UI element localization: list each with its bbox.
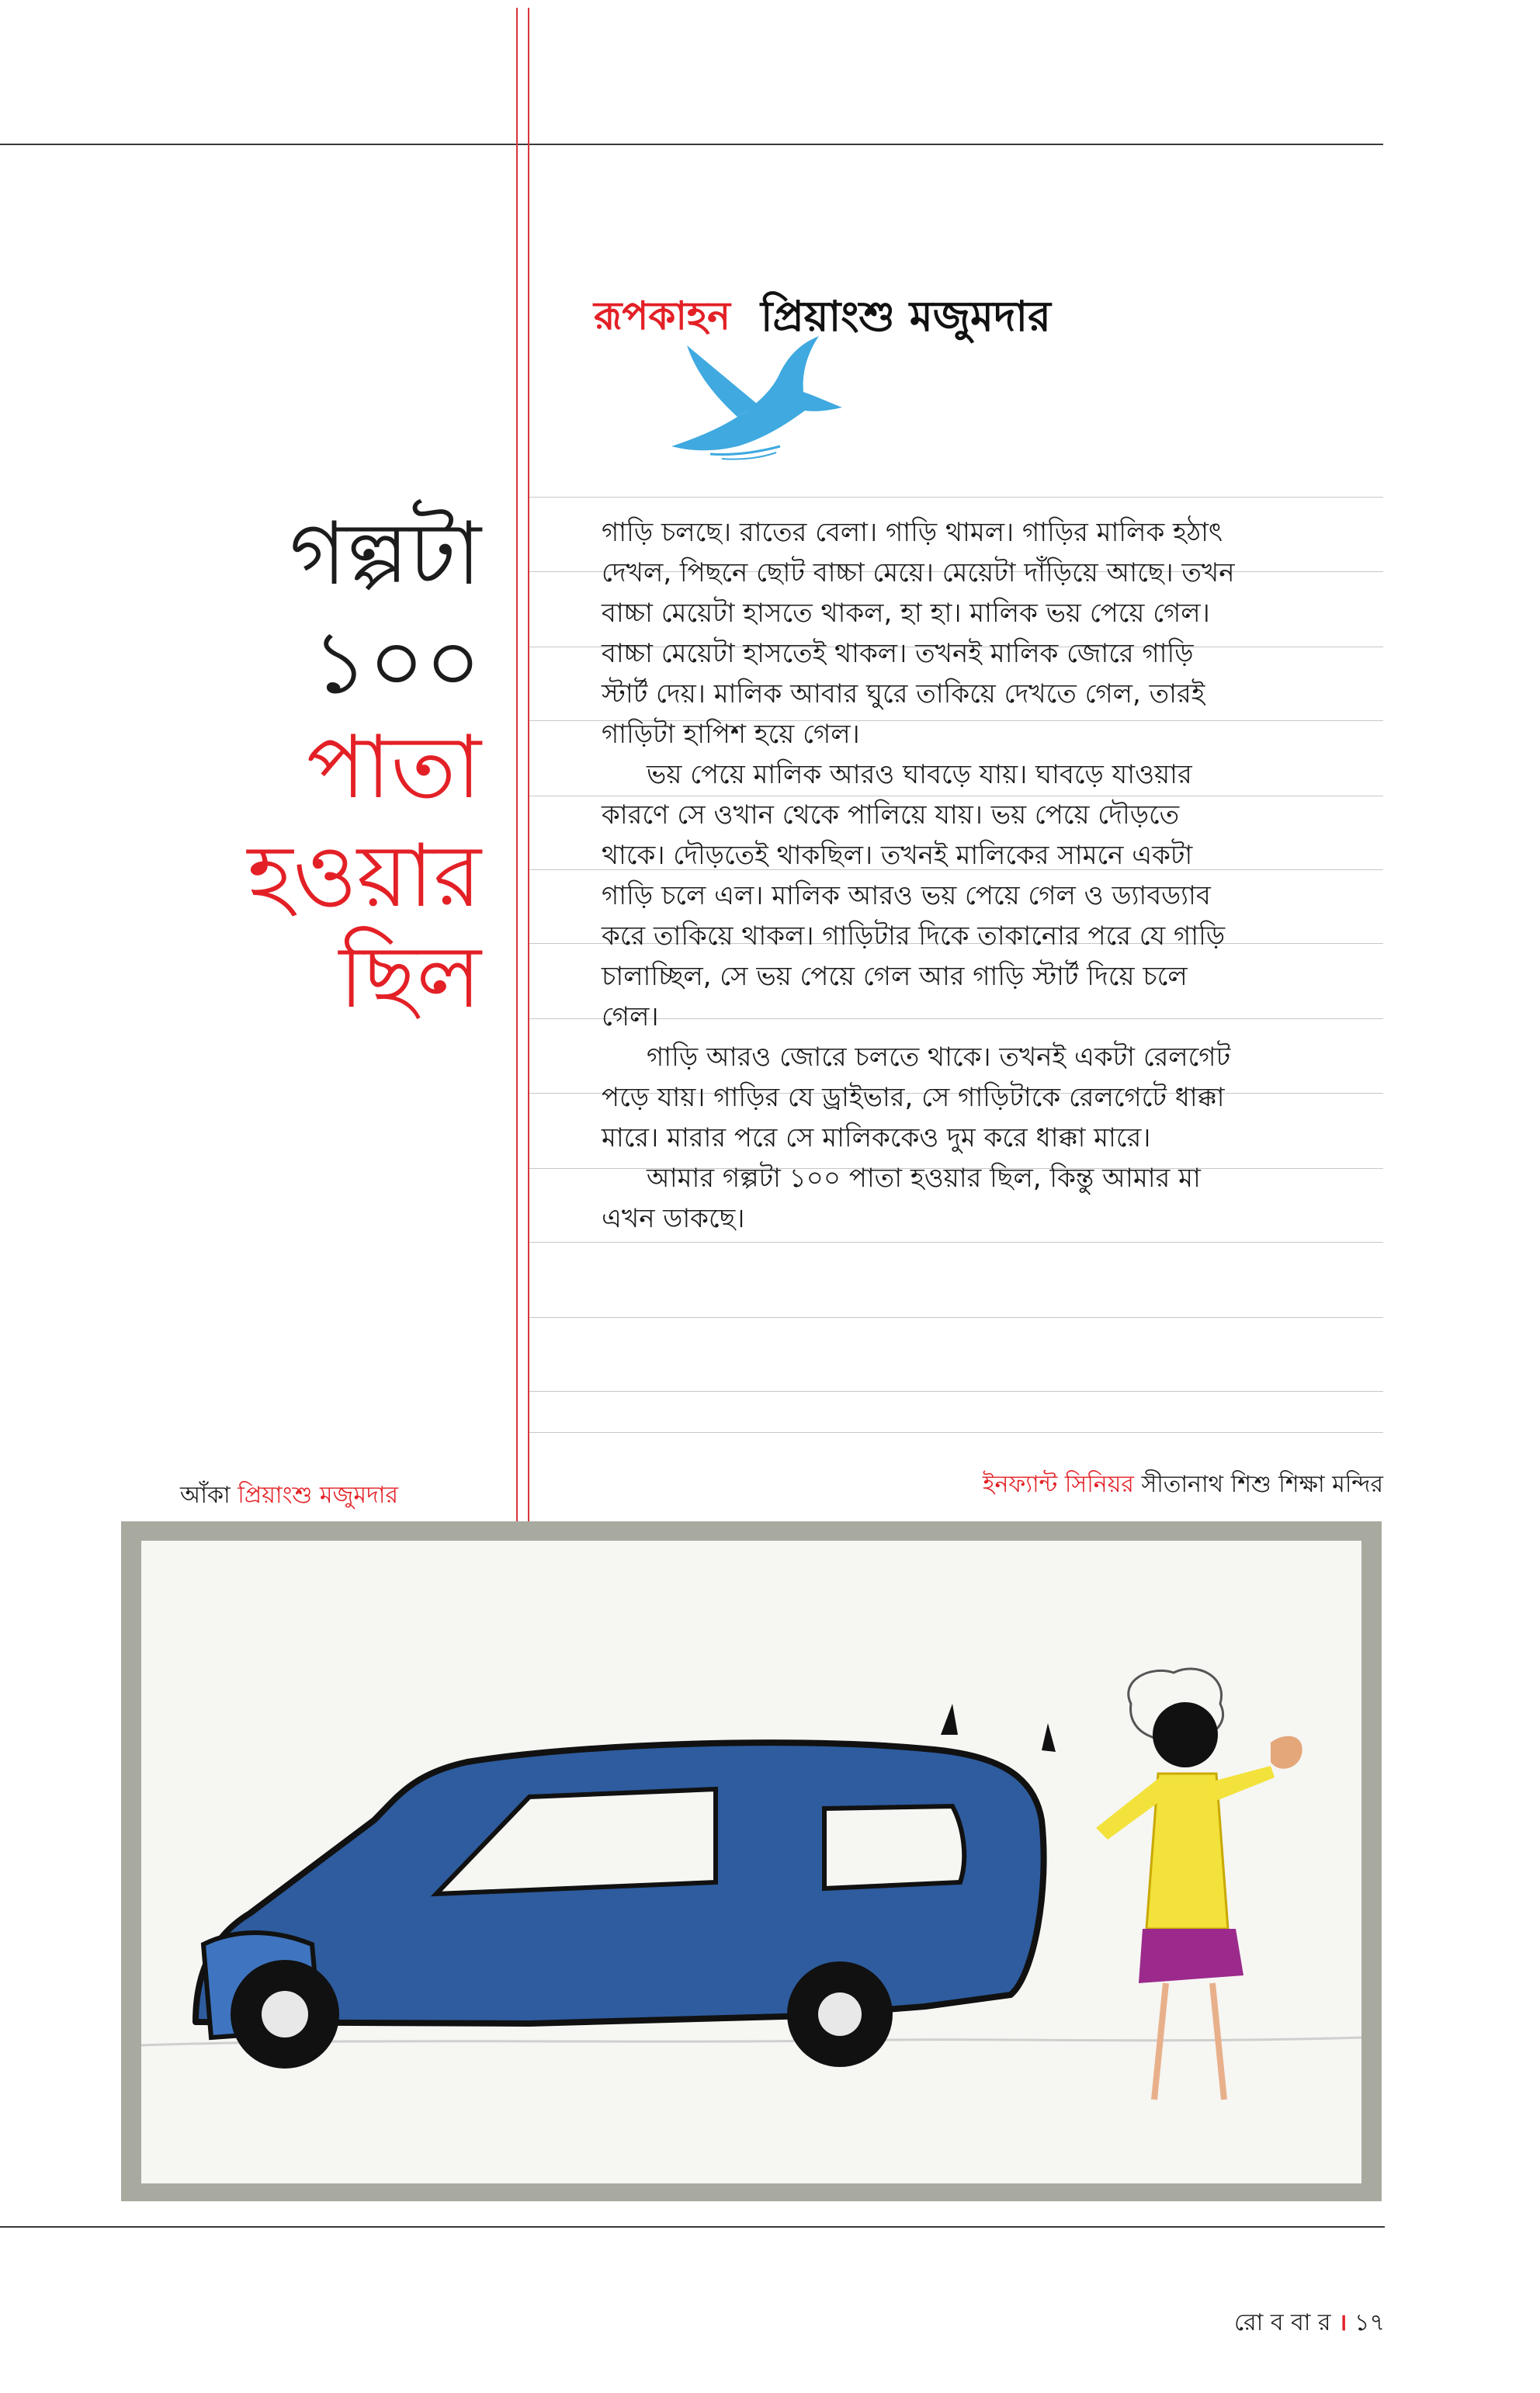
story-paragraph: আমার গল্পটা ১০০ পাতা হওয়ার ছিল, কিন্তু আমার মা এখন ডাকছে। [602, 1163, 1201, 1234]
credit-artist: প্রিয়াংশু মজুমদার [238, 1482, 398, 1509]
page-number: ১৭ [1354, 2309, 1385, 2336]
class-label: ইনফ্যান্ট সিনিয়র [982, 1471, 1134, 1498]
car-and-girl-drawing [141, 1541, 1361, 2183]
top-rule [0, 144, 1383, 145]
flying-bird-icon [664, 330, 850, 462]
child-drawing [141, 1541, 1361, 2183]
school-name: সীতানাথ শিশু শিক্ষা মন্দির [1141, 1471, 1383, 1498]
title-line-4: হওয়ার [247, 826, 481, 927]
story-text [602, 512, 1246, 1239]
ruled-line [529, 1432, 1383, 1433]
margin-line [516, 8, 518, 1525]
footer-separator: । [1338, 2309, 1348, 2336]
title-line-1: গল্পটা [290, 504, 481, 605]
title-line-3: পাতা [306, 717, 481, 818]
ruled-line [529, 1391, 1383, 1392]
ruled-line [529, 497, 1383, 498]
credit-prefix: আঁকা [180, 1482, 231, 1509]
ruled-line [529, 1317, 1383, 1318]
bottom-rule [0, 2226, 1385, 2228]
author-name: প্রিয়াংশু মজুমদার [761, 292, 1051, 341]
illustration-credit [180, 1476, 398, 1516]
story-paragraph: গাড়ি আরও জোরে চলতে থাকে। তখনই একটা রেলগেট পড়ে যায়। গাড়ির যে ড্রাইভার, সে গাড়িটাকে রেলগেটে ধাক্কা মারে। মারার পরে সে মালিককেও দুম করে ধাক্কা মারে। [602, 1042, 1231, 1153]
magazine-name: রো ব বা র [1233, 2309, 1331, 2336]
title-line-5: ছিল [338, 927, 481, 1028]
page-footer [1234, 2304, 1385, 2343]
story-paragraph: গাড়ি চলছে। রাতের বেলা। গাড়ি থামল। গাড়ির মালিক হঠাৎ দেখল, পিছনে ছোট বাচ্চা মেয়ে। মেয়েটা দাঁড়িয়ে আছে। তখন বাচ্চা মেয়েটা হাসতে থাকল, হা হা। মালিক ভয় পেয়ে গেল। বাচ্চা মেয়েটা হাসতেই থাকল। তখনই মালিক জোরে গাড়ি স্টার্ট দেয়। মালিক আবার ঘুরে তাকিয়ে দেখতে গেল, তারই গাড়িটা হাপিশ হয়ে গেল। [602, 517, 1235, 750]
title-line-2: ১০০ [311, 612, 481, 713]
section-label: রূপকাহন [594, 293, 730, 338]
school-credit [983, 1465, 1383, 1505]
margin-line [528, 8, 529, 1525]
story-paragraph: ভয় পেয়ে মালিক আরও ঘাবড়ে যায়। ঘাবড়ে যাওয়ার কারণে সে ওখান থেকে পালিয়ে যায়। ভয় পেয়ে দৌড়তে থাকে। দৌড়তেই থাকছিল। তখনই মালিকের সামনে একটা গাড়ি চলে এল। মালিক আরও ভয় পেয়ে গেল ও ড্যাবড্যাব করে তাকিয়ে থাকল। গাড়িটার দিকে তাকানোর পরে যে গাড়ি চালাচ্ছিল, সে ভয় পেয়ে গেল আর গাড়ি স্টার্ট দিয়ে চলে গেল। [602, 759, 1226, 1032]
ruled-line [529, 1242, 1383, 1243]
